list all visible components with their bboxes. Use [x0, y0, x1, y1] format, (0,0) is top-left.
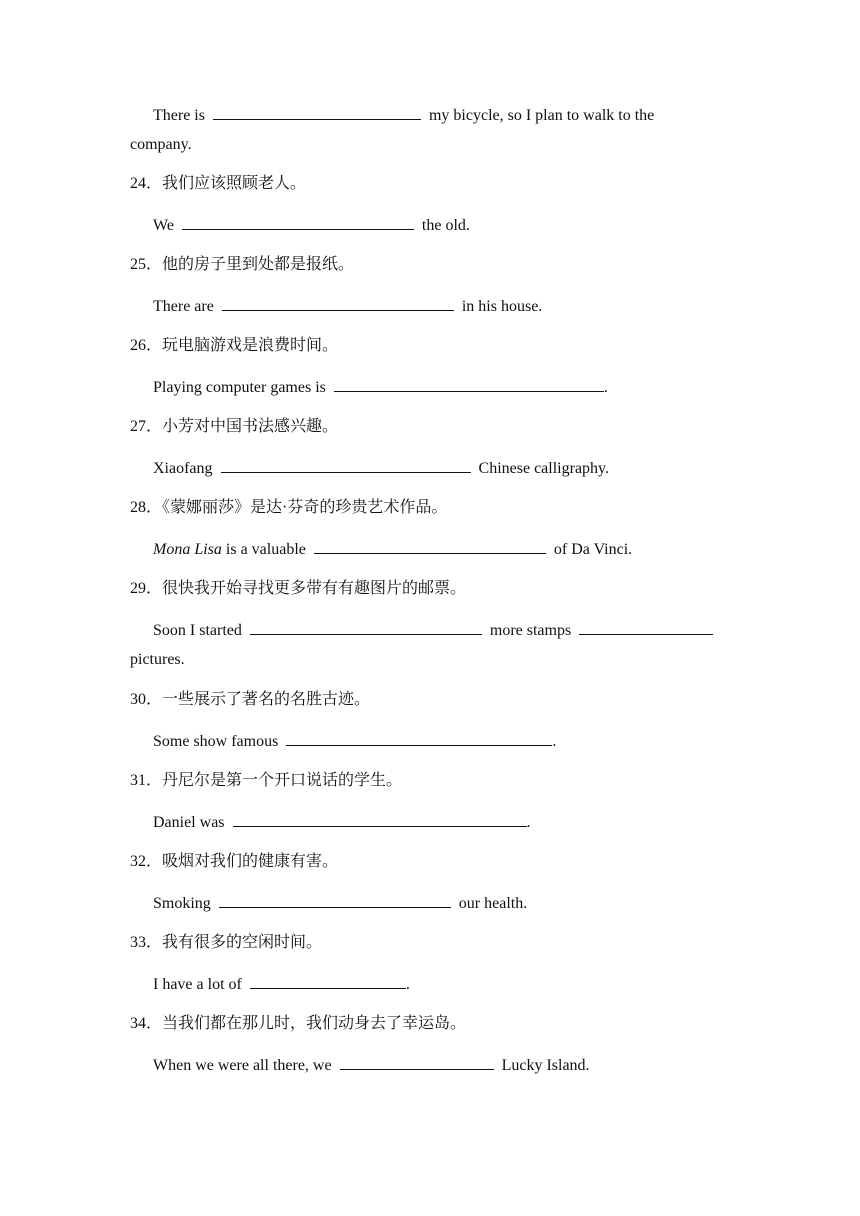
question-32: 32．吸烟对我们的健康有害。	[130, 853, 339, 870]
answer-text: There are	[153, 298, 214, 315]
answer-text: When we were all there, we	[153, 1057, 332, 1074]
answer-text: Daniel was	[153, 814, 225, 831]
answer-line-29	[153, 620, 713, 641]
answer-text: We	[153, 217, 174, 234]
question-31: 31．丹尼尔是第一个开口说话的学生。	[130, 772, 403, 789]
question-34: 34．当我们都在那儿时，我们动身去了幸运岛。	[130, 1015, 467, 1032]
answer-text: .	[405, 976, 410, 993]
answer-line-31	[153, 812, 531, 833]
answer-blank[interactable]	[222, 296, 454, 311]
answer-blank[interactable]	[314, 539, 546, 554]
answer-line-26	[153, 377, 608, 398]
answer-text: more stamps	[489, 622, 572, 639]
answer-continuation-29: pictures.	[130, 651, 185, 668]
answer-text: I have a lot of	[153, 976, 242, 993]
answer-line-30	[153, 731, 556, 752]
answer-blank[interactable]	[182, 215, 414, 230]
answer-text: of Da Vinci.	[553, 541, 633, 558]
answer-text: There is	[153, 107, 205, 124]
answer-line-32	[153, 893, 527, 914]
answer-text: .	[603, 379, 608, 396]
question-26: 26．玩电脑游戏是浪费时间。	[130, 337, 339, 354]
answer-blank[interactable]	[233, 812, 527, 827]
question-25: 25．他的房子里到处都是报纸。	[130, 256, 355, 273]
answer-blank[interactable]	[213, 105, 421, 120]
answer-blank[interactable]	[286, 731, 552, 746]
question-27: 27．小芳对中国书法感兴趣。	[130, 418, 339, 435]
answer-blank[interactable]	[579, 620, 713, 635]
answer-line-34	[153, 1055, 590, 1076]
answer-blank[interactable]	[334, 377, 604, 392]
answer-text: is a valuable	[221, 541, 306, 558]
answer-text: Soon I started	[153, 622, 242, 639]
answer-text: my bicycle, so I plan to walk to the	[428, 107, 655, 124]
question-33: 33．我有很多的空闲时间。	[130, 934, 323, 951]
answer-line-25	[153, 296, 542, 317]
answer-italic-title: Mona Lisa	[153, 541, 222, 558]
answer-text: Chinese calligraphy.	[478, 460, 610, 477]
answer-blank[interactable]	[340, 1055, 494, 1070]
answer-text: our health.	[458, 895, 528, 912]
answer-line-27	[153, 458, 609, 479]
answer-text: Lucky Island.	[501, 1057, 590, 1074]
question-30: 30．一些展示了著名的名胜古迹。	[130, 691, 371, 708]
question-28: 28．《蒙娜丽莎》是达·芬奇的珍贵艺术作品。	[130, 499, 448, 516]
question-24: 24．我们应该照顾老人。	[130, 175, 307, 192]
answer-text: .	[552, 733, 557, 750]
question-29: 29．很快我开始寻找更多带有有趣图片的邮票。	[130, 580, 467, 597]
answer-blank[interactable]	[250, 620, 482, 635]
answer-text: in his house.	[461, 298, 543, 315]
answer-text: Some show famous	[153, 733, 279, 750]
answer-text: Playing computer games is	[153, 379, 326, 396]
answer-text: the old.	[421, 217, 470, 234]
answer-text: .	[526, 814, 531, 831]
answer-text: Smoking	[153, 895, 211, 912]
answer-continuation-23: company.	[130, 136, 192, 153]
answer-blank[interactable]	[250, 974, 406, 989]
answer-line-24	[153, 215, 470, 236]
answer-line-33	[153, 974, 410, 995]
answer-text: Xiaofang	[153, 460, 213, 477]
answer-line-23	[153, 105, 654, 126]
answer-blank[interactable]	[219, 893, 451, 908]
answer-blank[interactable]	[221, 458, 471, 473]
answer-line-28	[153, 539, 632, 560]
